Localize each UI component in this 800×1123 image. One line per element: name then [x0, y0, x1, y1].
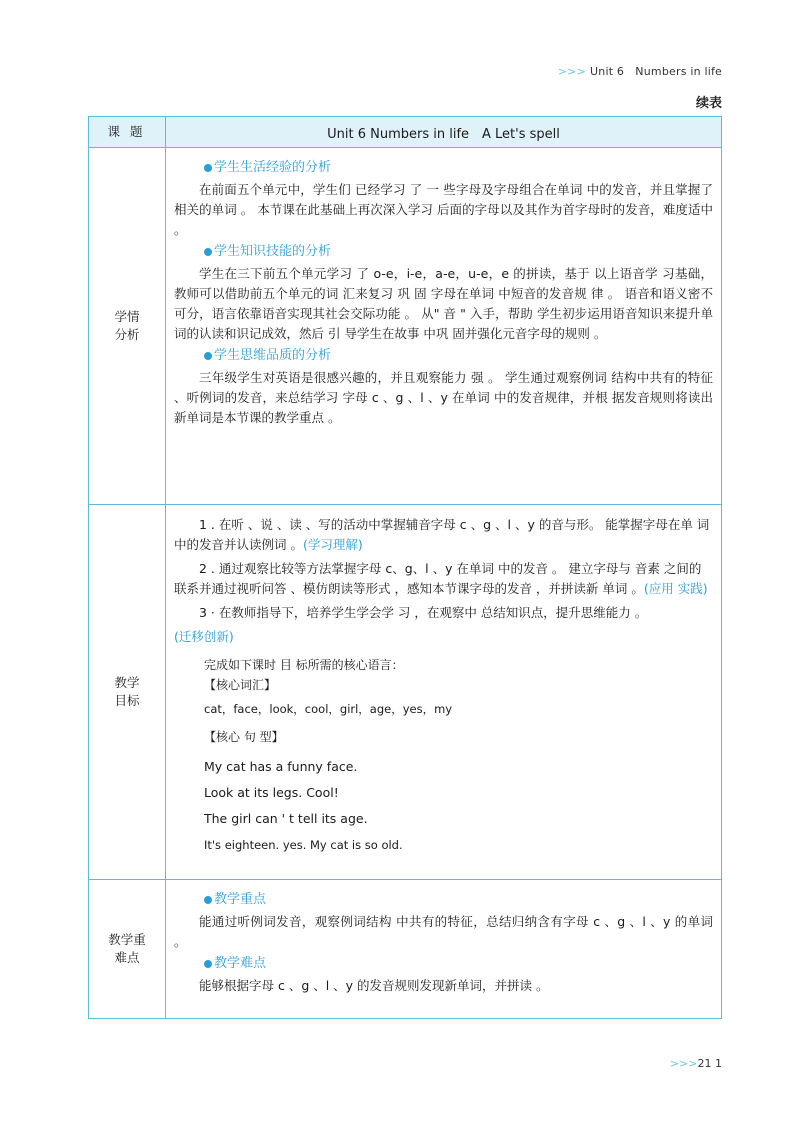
bullet-icon — [204, 960, 212, 968]
page-footer — [670, 1057, 722, 1070]
goal-item: 3 · 在教师指导下，培养学生学会学 习 ，在观察中 总结知识点，提升思维能力 。 — [199, 605, 648, 620]
vocab-heading: 【核心词汇】 — [204, 678, 277, 692]
bullet-icon — [204, 164, 212, 172]
paragraph: 在前面五个单元中，学生们 已经学习 了 一 些字母及字母组合在单词 中的发音，并且掌握了相关的单词 。 本节课在此基础上再次深入学习 后面的字母以及其作为首字母时的发音，难度适中 。 — [174, 182, 713, 237]
sentence: Look at its legs. Cool! — [204, 785, 339, 800]
sentence-heading: 【核心 句 型】 — [204, 730, 284, 744]
key-points-label: 教学重难点 — [89, 880, 166, 1019]
core-language-intro: 完成如下课时 目 标所需的核心语言： — [204, 658, 404, 672]
footer-arrows: >>> — [669, 1057, 698, 1070]
section-heading: 教学难点 — [204, 954, 713, 974]
paragraph: 三年级学生对英语是很感兴趣的，并且观察能力 强 。 学生通过观察例词 结构中共有的特征 、听例词的发音，来总结学习 字母 c 、g 、l 、y 在单词 中的发音规律，并根 据发音规则将读出新单词是本节课的教学重点 。 — [174, 370, 713, 425]
sentence: My cat has a funny face. — [204, 759, 358, 774]
bullet-icon — [204, 352, 212, 360]
paragraph: 能通过听例词发音，观察例词结构 中共有的特征，总结归纳含有字母 c 、g 、l 、y 的单词 。 — [174, 914, 713, 949]
title-row — [89, 117, 722, 148]
teaching-goals-row — [89, 505, 722, 880]
lesson-title: Unit 6 Numbers in life A Let's spell — [166, 117, 722, 148]
bullet-icon — [204, 248, 212, 256]
unit-title: Unit 6 Numbers in life — [590, 65, 722, 78]
section-heading: 学生思维品质的分析 — [204, 346, 713, 366]
key-points-row — [89, 880, 722, 1019]
student-analysis-label: 学情分析 — [89, 148, 166, 505]
student-analysis-content — [166, 148, 722, 505]
header-arrows: >>> — [557, 65, 587, 78]
goal-tag: (迁移创新) — [174, 629, 234, 644]
paragraph: 能够根据字母 c 、g 、l 、y 的发音规则发现新单词，并拼读 。 — [199, 978, 549, 993]
sentence: The girl can ' t tell its age. — [204, 811, 368, 826]
running-header — [558, 63, 722, 79]
goal-item: 2 . 通过观察比较等方法掌握字母 c、g、l 、y 在单词 中的发音 。 建立字母与 音素 之间的联系并通过视听问答 、模仿朗读等形式 ，感知本节课字母的发音 ，并拼读新 单词 。(应用 实践) — [174, 561, 708, 596]
goal-item: 1 . 在听 、说 、读 、写的活动中掌握辅音字母 c 、g 、l 、y 的音与形。 能掌握字母在单 词 中的发音并认读例词 。(学习理解) — [174, 517, 710, 552]
paragraph: 学生在三下前五个单元学习 了 o-e，i-e，a-e，u-e，e 的拼读，基于 以上语音学 习基础，教师可以借助前五个单元的词 汇来复习 巩 固 字母在单词 中短音的发音规 律 。 语音和语义密不可分，语言依靠语音实现其社会交际功能 。 从" 音 " 入手，帮助 学生初步运用语音知识来提升单词的认读和识记成效，然后 引 导学生在故事 中巩 固并强化元音字母的规则 。 — [174, 266, 713, 341]
teaching-goals-content — [166, 505, 722, 880]
vocab-list: cat，face，look，cool，girl，age，yes，my — [204, 702, 453, 716]
bullet-icon — [204, 896, 212, 904]
section-heading: 学生知识技能的分析 — [204, 242, 713, 262]
lesson-plan-table — [88, 116, 722, 1019]
teaching-goals-label: 教学目标 — [89, 505, 166, 880]
sentence: It's eighteen. yes. My cat is so old. — [204, 838, 403, 852]
key-points-content — [166, 880, 722, 1019]
page-number: 21 1 — [697, 1057, 722, 1070]
section-heading: 教学重点 — [204, 890, 713, 910]
title-label: 课题 — [89, 117, 166, 148]
section-heading: 学生生活经验的分析 — [204, 158, 713, 178]
student-analysis-row — [89, 148, 722, 505]
continued-label: 续表 — [695, 96, 722, 111]
